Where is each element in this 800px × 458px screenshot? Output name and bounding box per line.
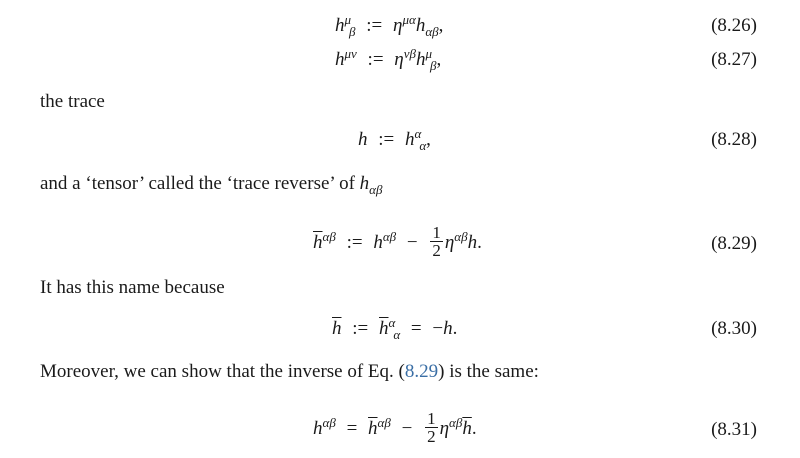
paragraph-trace-reverse-text: and a ‘tensor’ called the ‘trace reverse’ of [40, 173, 355, 194]
equation-8-29 [0, 214, 800, 260]
paragraph-trace: the trace [40, 91, 105, 112]
paragraph-trace-reverse: and a ‘tensor’ called the ‘trace reverse’ of $h_{\alpha\beta}$ [40, 173, 383, 197]
equation-8-28-body: h := $h^\alpha_\alpha$, [358, 125, 431, 153]
equation-8-27-body: $h^{\mu\nu}$ := $\eta^{\nu\beta}h^\mu_\beta$, [335, 45, 442, 73]
equation-8-29-body: $\overline{h}^{\alpha\beta}$ := $h^{\alpha\beta}$ − $\frac{1}{2}$ $\eta^{\alpha\beta}h$. [313, 223, 482, 260]
fraction-one-half: $\frac{1}{2}$ [432, 223, 441, 260]
paragraph-name-reason: It has this name because [40, 277, 225, 298]
equation-8-31-body: $h^{\alpha\beta} = \overline{h}^{\alpha\beta}$ − $\frac{1}{2}$ $\eta^{\alpha\beta}\overline{h}$. [313, 409, 477, 446]
equation-number-8-30: (8.30) [711, 318, 757, 339]
equation-number-8-27: (8.27) [711, 49, 757, 70]
equation-number-8-26: (8.26) [711, 15, 757, 36]
paragraph-inverse: Moreover, we can show that the inverse of Eq. (8.29) is the same: [40, 361, 539, 382]
equation-8-30 [0, 312, 800, 352]
equation-8-27 [0, 44, 800, 84]
equation-number-8-31: (8.31) [711, 419, 757, 440]
equation-reference-link[interactable]: 8.29 [404, 361, 439, 382]
equation-8-31 [0, 400, 800, 446]
equation-number-8-28: (8.28) [711, 129, 757, 150]
equation-8-30-body: $\overline{h}$ := $\overline{h}^\alpha_\alpha = -h$. [332, 314, 458, 342]
equation-8-28 [0, 124, 800, 164]
fraction-one-half: $\frac{1}{2}$ [427, 409, 436, 446]
equation-8-26-body: $h^\mu_\beta$ := $\eta^{\mu\alpha}h_{\alpha\beta}$, [335, 11, 444, 39]
equation-number-8-29: (8.29) [711, 233, 757, 254]
